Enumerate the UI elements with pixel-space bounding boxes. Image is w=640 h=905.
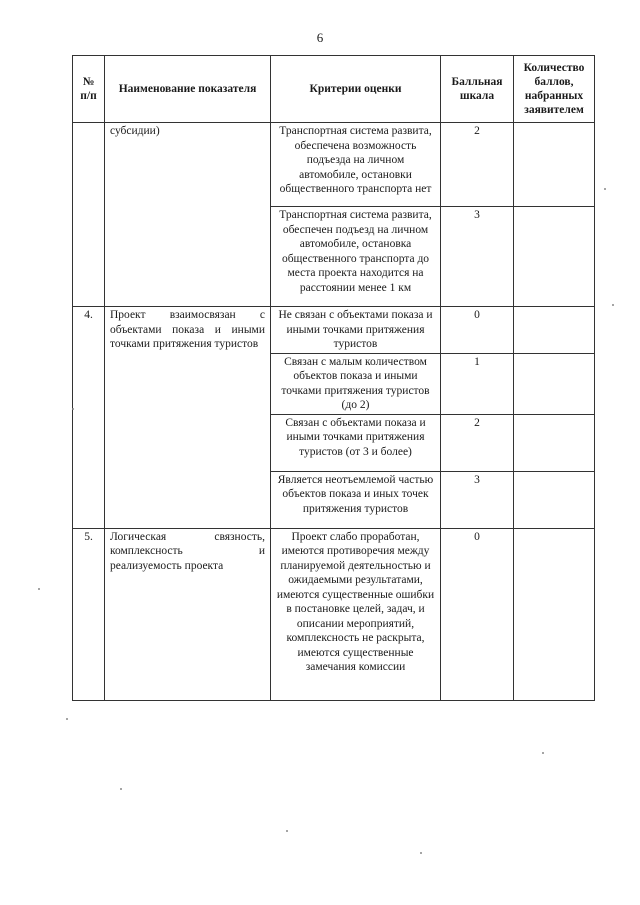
- scan-speck: [612, 304, 614, 306]
- scan-speck: [420, 852, 422, 854]
- row-number: [73, 123, 105, 307]
- applicant-score-cell[interactable]: [514, 307, 595, 354]
- scan-speck: [604, 188, 606, 190]
- score-scale: 3: [441, 471, 514, 528]
- scan-speck: [286, 830, 288, 832]
- score-scale: 0: [441, 307, 514, 354]
- criterion-text: Не связан с объектами показа и иными точками притяжения туристов: [271, 307, 441, 354]
- score-scale: 3: [441, 207, 514, 307]
- scan-speck: [66, 718, 68, 720]
- header-scale: Балльная шкала: [441, 56, 514, 123]
- indicator-name: Логическая связность, комплексность и реализуемость проекта: [105, 528, 271, 700]
- scan-speck: [542, 752, 544, 754]
- indicator-name: субсидии): [105, 123, 271, 307]
- applicant-score-cell[interactable]: [514, 471, 595, 528]
- criterion-text: Связан с объектами показа и иными точками притяжения туристов (от 3 и более): [271, 414, 441, 471]
- scan-speck: [38, 588, 40, 590]
- score-scale: 1: [441, 353, 514, 414]
- criterion-text: Является неотъемлемой частью объектов показа и иных точек притяжения туристов: [271, 471, 441, 528]
- criterion-text: Транспортная система развита, обеспечен подъезд на личном автомобиле, остановка общественного транспорта до места проекта находится на расстоянии менее 1 км: [271, 207, 441, 307]
- scan-speck: [72, 408, 74, 410]
- criterion-text: Проект слабо проработан, имеются противоречия между планируемой деятельностью и ожидаемыми результатами, имеются существенные ошибки в постановке целей, задач, и описании мероприятий, комплексность не раскрыта, имеются существенные замечания комиссии: [271, 528, 441, 700]
- table-header-row: [73, 56, 595, 123]
- criterion-text: Транспортная система развита, обеспечена возможность подъезда на личном автомобиле, остановки общественного транспорта нет: [271, 123, 441, 207]
- score-scale: 2: [441, 414, 514, 471]
- score-scale: 2: [441, 123, 514, 207]
- applicant-score-cell[interactable]: [514, 123, 595, 207]
- row-number: 5.: [73, 528, 105, 700]
- page-number: 6: [316, 30, 324, 45]
- header-name: Наименование показателя: [105, 56, 271, 123]
- evaluation-criteria-table: [72, 55, 595, 701]
- table-row: [73, 307, 595, 354]
- applicant-score-cell[interactable]: [514, 414, 595, 471]
- header-criteria: Критерии оценки: [271, 56, 441, 123]
- criterion-text: Связан с малым количеством объектов показа и иными точками притяжения туристов (до 2): [271, 353, 441, 414]
- applicant-score-cell[interactable]: [514, 353, 595, 414]
- applicant-score-cell[interactable]: [514, 528, 595, 700]
- table-row: [73, 528, 595, 700]
- table-row: [73, 123, 595, 207]
- row-number: 4.: [73, 307, 105, 529]
- scan-speck: [120, 788, 122, 790]
- header-num: № п/п: [73, 56, 105, 123]
- indicator-name: Проект взаимосвязан с объектами показа и иными точками притяжения туристов: [105, 307, 271, 529]
- header-score: Количество баллов, набранных заявителем: [514, 56, 595, 123]
- score-scale: 0: [441, 528, 514, 700]
- applicant-score-cell[interactable]: [514, 207, 595, 307]
